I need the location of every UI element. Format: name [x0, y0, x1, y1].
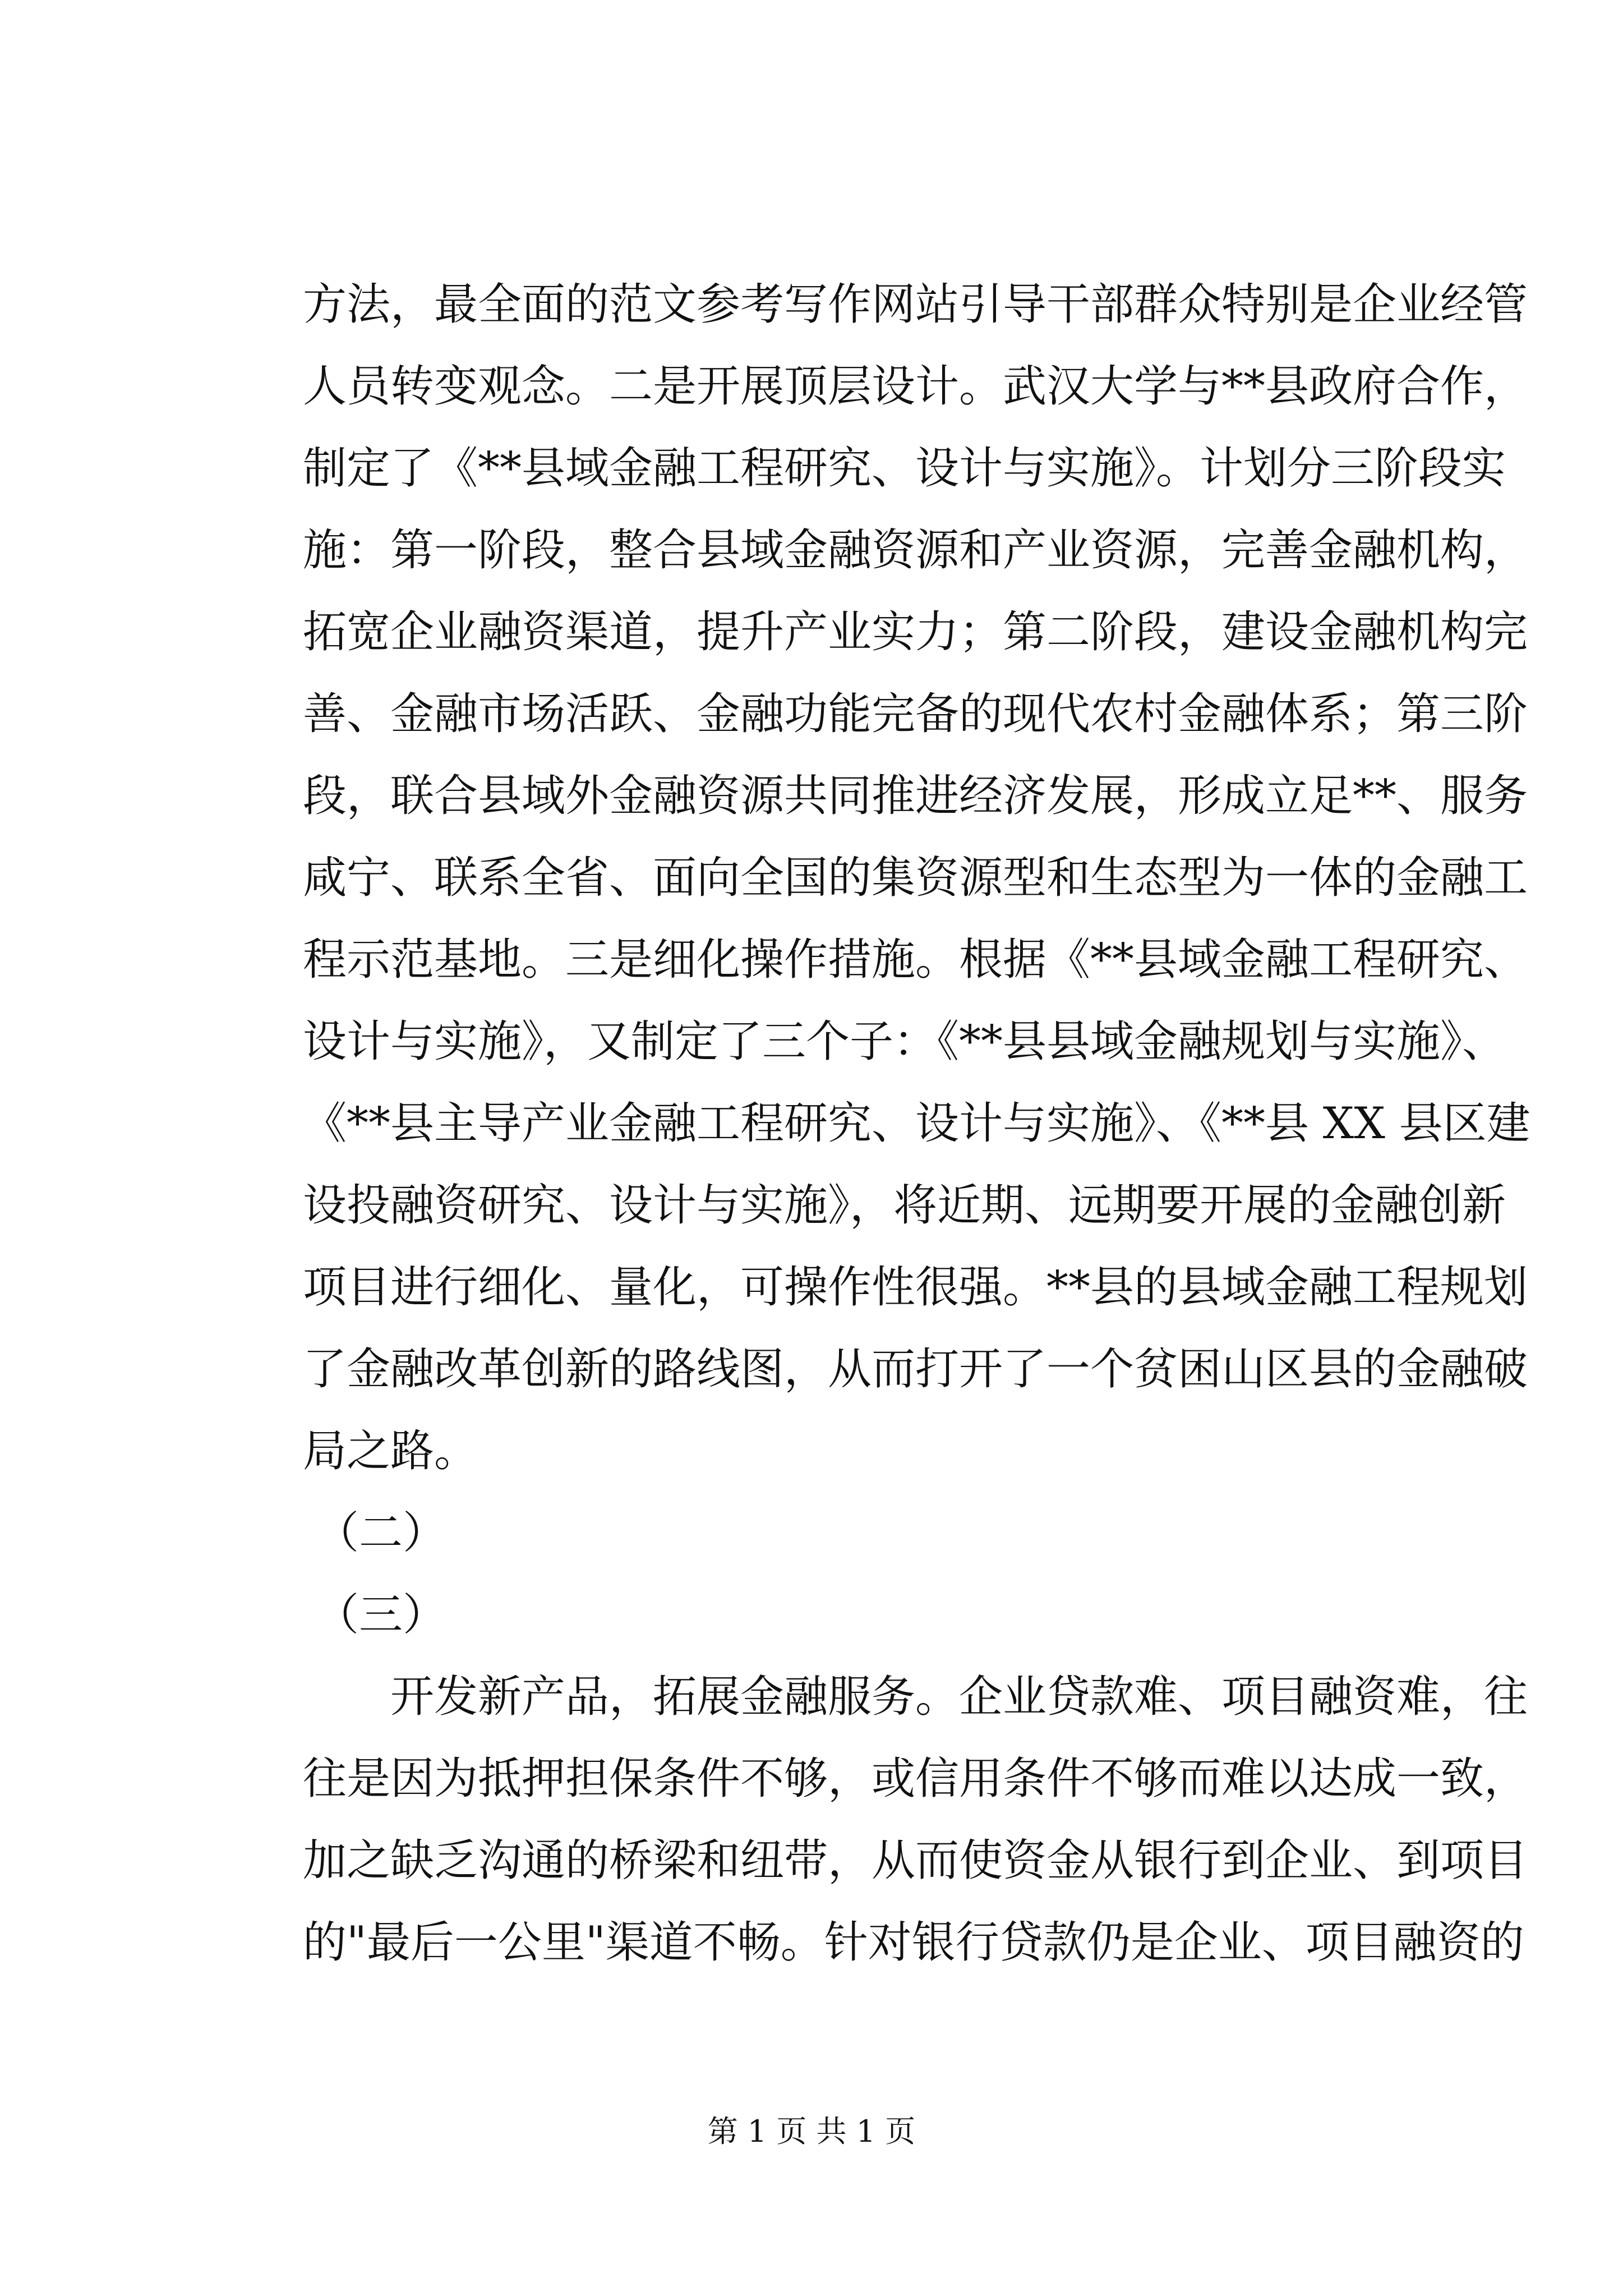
text-line: 《**县主导产业金融工程研究、设计与实施》、《**县 XX 县区建 — [303, 1098, 1530, 1149]
text-line: 程示范基地。三是细化操作措施。根据《**县域金融工程研究、 — [303, 935, 1528, 985]
page-footer: 第 1 页 共 1 页 — [707, 2114, 916, 2149]
paragraph-line: 往是因为抵押担保条件不够，或信用条件不够而难以达成一致， — [303, 1754, 1528, 1804]
paragraph-line: 加之缺乏沟通的桥梁和纽带，从而使资金从银行到企业、到项目 — [303, 1835, 1528, 1886]
text-line: 咸宁、联系全省、面向全国的集资源型和生态型为一体的金融工 — [303, 853, 1528, 903]
text-line: 人员转变观念。二是开展顶层设计。武汉大学与**县政府合作， — [303, 361, 1528, 412]
document-body — [303, 264, 1530, 1984]
text-line: 善、金融市场活跃、金融功能完备的现代农村金融体系；第三阶 — [303, 689, 1528, 739]
section-heading-two: （二） — [315, 1508, 447, 1558]
text-line: 设计与实施》，又制定了三个子：《**县县域金融规划与实施》、 — [303, 1016, 1506, 1067]
text-line: 局之路。 — [303, 1426, 478, 1476]
section-heading-three: （三） — [315, 1590, 447, 1640]
text-line: 制定了《**县域金融工程研究、设计与实施》。计划分三阶段实 — [303, 443, 1506, 494]
text-line: 方法，最全面的范文参考写作网站引导干部群众特别是企业经管 — [303, 279, 1528, 330]
paragraph-line: 开发新产品，拓展金融服务。企业贷款难、项目融资难，往 — [390, 1672, 1528, 1722]
text-line: 段，联合县域外金融资源共同推进经济发展，形成立足**、服务 — [303, 771, 1528, 821]
text-line: 设投融资研究、设计与实施》，将近期、远期要开展的金融创新 — [303, 1180, 1506, 1231]
text-line: 施：第一阶段，整合县域金融资源和产业资源，完善金融机构， — [303, 525, 1528, 576]
text-line: 了金融改革创新的路线图，从而打开了一个贫困山区县的金融破 — [303, 1344, 1528, 1395]
text-line: 拓宽企业融资渠道，提升产业实力；第二阶段，建设金融机构完 — [303, 607, 1528, 657]
text-line: 项目进行细化、量化，可操作性很强。**县的县域金融工程规划 — [303, 1262, 1528, 1313]
paragraph-line: 的"最后一公里"渠道不畅。针对银行贷款仍是企业、项目融资的 — [303, 1917, 1524, 1968]
